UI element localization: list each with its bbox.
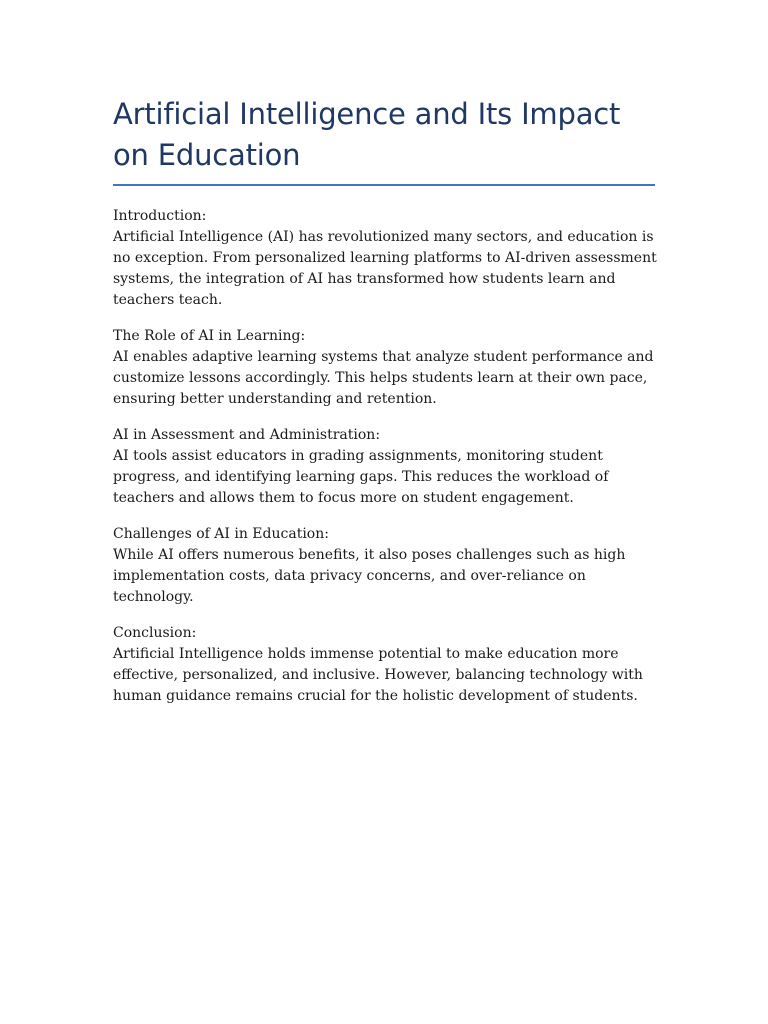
section-body: AI tools assist educators in grading assignments, monitoring student progress, and identifying learning gaps. This reduces the workload of teachers and allows them to focus more on student engagement.: [113, 448, 609, 506]
section-body: AI enables adaptive learning systems that analyze student performance and customize lessons accordingly. This helps students learn at their own pace, ensuring better understanding and retention.: [113, 349, 654, 407]
section-heading: Conclusion:: [113, 625, 197, 641]
section-challenges: [113, 524, 658, 608]
section-body: While AI offers numerous benefits, it also poses challenges such as high implementation costs, data privacy concerns, and over-reliance on technology.: [113, 547, 626, 605]
section-introduction: [113, 206, 658, 311]
section-heading: AI in Assessment and Administration:: [113, 427, 381, 443]
section-body: Artificial Intelligence holds immense potential to make education more effective, personalized, and inclusive. However, balancing technology with human guidance remains crucial for the holistic development of students.: [113, 646, 643, 704]
section-assessment: [113, 425, 658, 509]
section-body: Artificial Intelligence (AI) has revolutionized many sectors, and education is no exception. From personalized learning platforms to AI-driven assessment systems, the integration of AI has transformed how students learn and teachers teach.: [113, 229, 657, 308]
section-heading: The Role of AI in Learning:: [113, 328, 306, 344]
document-title: Artificial Intelligence and Its Impact on Education: [113, 97, 621, 172]
section-conclusion: [113, 623, 658, 707]
section-role-of-ai: [113, 326, 658, 410]
section-heading: Challenges of AI in Education:: [113, 526, 329, 542]
title-underline: [113, 184, 655, 186]
section-heading: Introduction:: [113, 208, 207, 224]
